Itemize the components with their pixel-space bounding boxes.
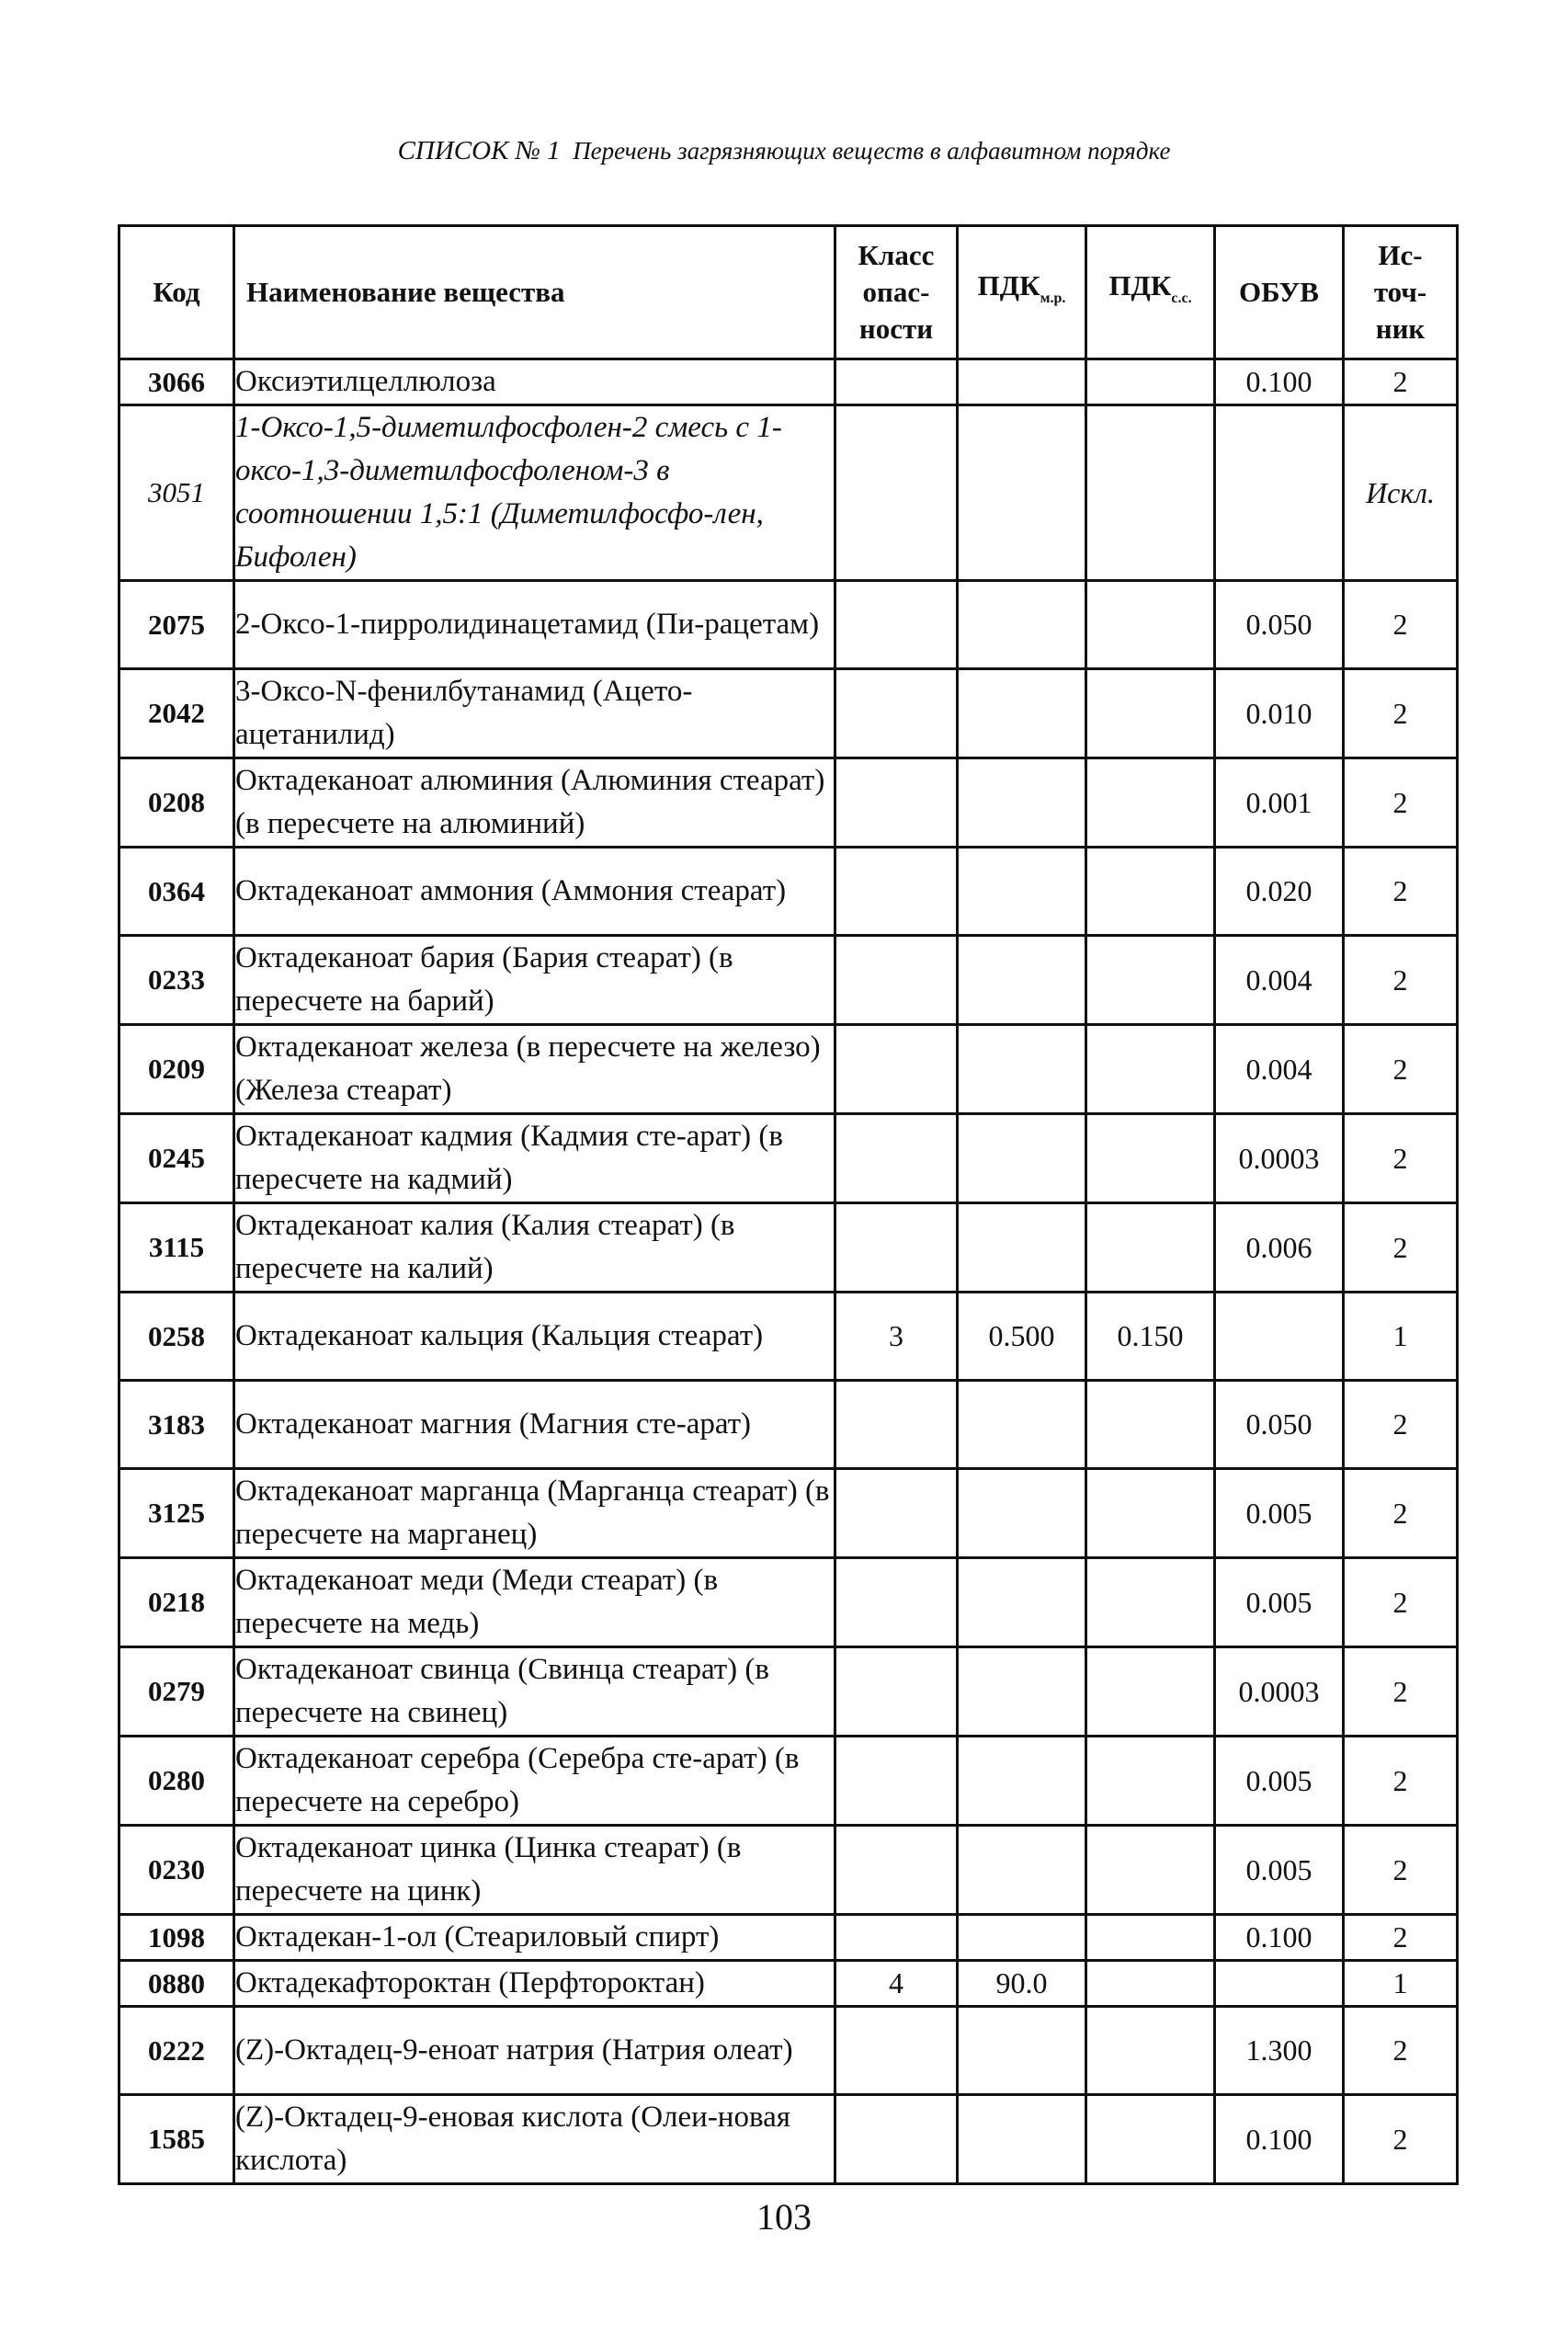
table-row [119, 669, 1458, 758]
cell-source: 2 [1344, 1826, 1458, 1915]
cell-hazard-class: 3 [835, 1293, 958, 1381]
table-row [119, 1558, 1458, 1647]
cell-source: 2 [1344, 581, 1458, 669]
cell-pdk-mr [958, 1915, 1086, 1961]
cell-code: 0880 [119, 1961, 234, 2007]
header-obuv: ОБУВ [1215, 226, 1344, 359]
cell-hazard-class [835, 581, 958, 669]
table-row [119, 1381, 1458, 1469]
cell-source: 2 [1344, 1647, 1458, 1737]
cell-code: 0233 [119, 936, 234, 1025]
table-row [119, 1647, 1458, 1737]
cell-source: 2 [1344, 2007, 1458, 2095]
cell-name: Октадеканоат калия (Калия стеарат) (в пересчете на калий) [234, 1203, 835, 1293]
cell-hazard-class [835, 1025, 958, 1114]
cell-name: Октадеканоат магния (Магния сте-арат) [234, 1381, 835, 1469]
cell-name: Октадеканоат свинца (Свинца стеарат) (в пересчете на свинец) [234, 1647, 835, 1737]
cell-pdk-mr [958, 1826, 1086, 1915]
cell-pdk-ss [1086, 1469, 1215, 1558]
cell-name: Октадеканоат железа (в пересчете на железо) (Железа стеарат) [234, 1025, 835, 1114]
cell-pdk-ss [1086, 1737, 1215, 1826]
cell-source: Искл. [1344, 405, 1458, 581]
cell-name: Октадеканоат аммония (Аммония стеарат) [234, 848, 835, 936]
cell-pdk-mr: 90.0 [958, 1961, 1086, 2007]
cell-hazard-class [835, 2007, 958, 2095]
header-code: Код [119, 226, 234, 359]
cell-obuv: 0.0003 [1215, 1114, 1344, 1203]
cell-code: 0230 [119, 1826, 234, 1915]
cell-pdk-mr [958, 1203, 1086, 1293]
cell-obuv: 0.100 [1215, 359, 1344, 405]
cell-hazard-class [835, 2095, 958, 2184]
cell-obuv: 0.100 [1215, 1915, 1344, 1961]
cell-code: 2042 [119, 669, 234, 758]
header-hazard-class: Класс опас- ности [835, 226, 958, 359]
cell-obuv: 0.005 [1215, 1558, 1344, 1647]
cell-hazard-class [835, 1203, 958, 1293]
cell-source: 2 [1344, 1203, 1458, 1293]
table-row [119, 1826, 1458, 1915]
cell-source: 2 [1344, 848, 1458, 936]
table-header-row [119, 226, 1458, 359]
cell-pdk-mr [958, 669, 1086, 758]
cell-hazard-class: 4 [835, 1961, 958, 2007]
cell-code: 0280 [119, 1737, 234, 1826]
cell-pdk-ss [1086, 2007, 1215, 2095]
cell-code: 0245 [119, 1114, 234, 1203]
cell-obuv: 0.050 [1215, 1381, 1344, 1469]
cell-name: 2-Оксо-1-пирролидинацетамид (Пи-рацетам) [234, 581, 835, 669]
cell-source: 2 [1344, 359, 1458, 405]
cell-hazard-class [835, 1114, 958, 1203]
cell-source: 2 [1344, 1114, 1458, 1203]
cell-pdk-mr [958, 1469, 1086, 1558]
table-row [119, 1915, 1458, 1961]
cell-source: 2 [1344, 1737, 1458, 1826]
cell-obuv: 0.100 [1215, 2095, 1344, 2184]
cell-pdk-ss [1086, 405, 1215, 581]
cell-source: 2 [1344, 1025, 1458, 1114]
cell-pdk-ss [1086, 1647, 1215, 1737]
cell-obuv: 0.010 [1215, 669, 1344, 758]
cell-name: Октадеканоат кадмия (Кадмия сте-арат) (в пересчете на кадмий) [234, 1114, 835, 1203]
table-row [119, 758, 1458, 848]
cell-pdk-mr [958, 1647, 1086, 1737]
cell-code: 3125 [119, 1469, 234, 1558]
table-row [119, 1469, 1458, 1558]
cell-source: 2 [1344, 1558, 1458, 1647]
cell-name: Октадеканоат серебра (Серебра сте-арат) (в пересчете на серебро) [234, 1737, 835, 1826]
table-row [119, 2095, 1458, 2184]
cell-obuv [1215, 1961, 1344, 2007]
cell-source: 1 [1344, 1293, 1458, 1381]
cell-pdk-ss [1086, 1826, 1215, 1915]
cell-obuv: 0.050 [1215, 581, 1344, 669]
cell-name: Октадеканоат меди (Меди стеарат) (в пересчете на медь) [234, 1558, 835, 1647]
cell-pdk-ss [1086, 2095, 1215, 2184]
cell-code: 0364 [119, 848, 234, 936]
cell-pdk-ss: 0.150 [1086, 1293, 1215, 1381]
cell-obuv: 0.004 [1215, 1025, 1344, 1114]
cell-pdk-ss [1086, 936, 1215, 1025]
cell-name: Октадеканоат алюминия (Алюминия стеарат) (в пересчете на алюминий) [234, 758, 835, 848]
cell-pdk-ss [1086, 669, 1215, 758]
cell-code: 3115 [119, 1203, 234, 1293]
cell-pdk-mr [958, 405, 1086, 581]
table-row [119, 936, 1458, 1025]
list-label: СПИСОК № 1 [397, 136, 561, 165]
list-description: Перечень загрязняющих веществ в алфавитном порядке [573, 137, 1171, 165]
cell-obuv: 0.020 [1215, 848, 1344, 936]
cell-pdk-mr [958, 1381, 1086, 1469]
cell-pdk-ss [1086, 758, 1215, 848]
cell-pdk-mr [958, 758, 1086, 848]
cell-source: 2 [1344, 2095, 1458, 2184]
cell-source: 2 [1344, 669, 1458, 758]
cell-hazard-class [835, 1647, 958, 1737]
cell-source: 2 [1344, 1469, 1458, 1558]
cell-source: 2 [1344, 1915, 1458, 1961]
table-row [119, 359, 1458, 405]
header-pdk-mr: $ПДК_{м.р.}$ [958, 226, 1086, 359]
cell-pdk-mr [958, 936, 1086, 1025]
cell-pdk-ss [1086, 1961, 1215, 2007]
cell-code: 0258 [119, 1293, 234, 1381]
cell-hazard-class [835, 405, 958, 581]
table-row [119, 848, 1458, 936]
cell-source: 2 [1344, 1381, 1458, 1469]
cell-pdk-mr [958, 2007, 1086, 2095]
cell-pdk-ss [1086, 848, 1215, 936]
cell-pdk-mr [958, 359, 1086, 405]
table-row [119, 1961, 1458, 2007]
cell-code: 1098 [119, 1915, 234, 1961]
cell-code: 3066 [119, 359, 234, 405]
cell-obuv: 0.001 [1215, 758, 1344, 848]
cell-source: 1 [1344, 1961, 1458, 2007]
cell-code: 0209 [119, 1025, 234, 1114]
cell-hazard-class [835, 1469, 958, 1558]
cell-source: 2 [1344, 758, 1458, 848]
cell-pdk-mr [958, 1737, 1086, 1826]
cell-pdk-ss [1086, 1114, 1215, 1203]
cell-name: Октадеканоат бария (Бария стеарат) (в пересчете на барий) [234, 936, 835, 1025]
cell-name: 3-Оксо-N-фенилбутанамид (Ацето-ацетанилид) [234, 669, 835, 758]
table-row [119, 1114, 1458, 1203]
table-row [119, 2007, 1458, 2095]
cell-pdk-mr: 0.500 [958, 1293, 1086, 1381]
cell-hazard-class [835, 1737, 958, 1826]
cell-name: Октадеканоат кальция (Кальция стеарат) [234, 1293, 835, 1381]
cell-obuv [1215, 1293, 1344, 1381]
table-row [119, 1293, 1458, 1381]
cell-pdk-mr [958, 1025, 1086, 1114]
cell-hazard-class [835, 1826, 958, 1915]
cell-code: 0279 [119, 1647, 234, 1737]
cell-pdk-ss [1086, 1915, 1215, 1961]
table-row [119, 1025, 1458, 1114]
cell-code: 3183 [119, 1381, 234, 1469]
header-name: Наименование вещества [234, 226, 835, 359]
cell-name: 1-Оксо-1,5-диметилфосфолен-2 смесь с 1-оксо-1,3-диметилфосфоленом-3 в соотношении 1,5:1 (Диметилфосфо-лен, Бифолен) [234, 405, 835, 581]
cell-code: 0218 [119, 1558, 234, 1647]
cell-obuv: 0.005 [1215, 1737, 1344, 1826]
cell-hazard-class [835, 758, 958, 848]
cell-obuv: 0.004 [1215, 936, 1344, 1025]
page-number: 103 [756, 2196, 812, 2238]
cell-pdk-ss [1086, 581, 1215, 669]
cell-hazard-class [835, 669, 958, 758]
cell-pdk-ss [1086, 1381, 1215, 1469]
cell-code: 3051 [119, 405, 234, 581]
table-row [119, 1203, 1458, 1293]
cell-obuv: 0.005 [1215, 1469, 1344, 1558]
header-pdk-ss: $ПДК_{с.с.}$ [1086, 226, 1215, 359]
cell-obuv: 0.006 [1215, 1203, 1344, 1293]
table-row [119, 581, 1458, 669]
cell-pdk-ss [1086, 1203, 1215, 1293]
cell-hazard-class [835, 848, 958, 936]
cell-pdk-ss [1086, 359, 1215, 405]
cell-source: 2 [1344, 936, 1458, 1025]
cell-name: Октадеканоат марганца (Марганца стеарат) (в пересчете на марганец) [234, 1469, 835, 1558]
cell-name: Оксиэтилцеллюлоза [234, 359, 835, 405]
cell-code: 1585 [119, 2095, 234, 2184]
cell-hazard-class [835, 936, 958, 1025]
cell-pdk-ss [1086, 1025, 1215, 1114]
cell-code: 2075 [119, 581, 234, 669]
cell-code: 0222 [119, 2007, 234, 2095]
header-source: Ис- точ- ник [1344, 226, 1458, 359]
cell-obuv: 0.005 [1215, 1826, 1344, 1915]
cell-code: 0208 [119, 758, 234, 848]
cell-hazard-class [835, 1381, 958, 1469]
cell-name: (Z)-Октадец-9-еноат натрия (Натрия олеат) [234, 2007, 835, 2095]
cell-pdk-mr [958, 1558, 1086, 1647]
cell-name: Октадекафтороктан (Перфтороктан) [234, 1961, 835, 2007]
cell-name: Октадеканоат цинка (Цинка стеарат) (в пересчете на цинк) [234, 1826, 835, 1915]
cell-obuv: 1.300 [1215, 2007, 1344, 2095]
cell-pdk-ss [1086, 1558, 1215, 1647]
cell-obuv: 0.0003 [1215, 1647, 1344, 1737]
cell-pdk-mr [958, 1114, 1086, 1203]
cell-hazard-class [835, 359, 958, 405]
cell-name: Октадекан-1-ол (Стеариловый спирт) [234, 1915, 835, 1961]
cell-name: (Z)-Октадец-9-еновая кислота (Олеи-новая кислота) [234, 2095, 835, 2184]
cell-pdk-mr [958, 848, 1086, 936]
substances-table [118, 224, 1459, 2185]
cell-pdk-mr [958, 2095, 1086, 2184]
cell-hazard-class [835, 1558, 958, 1647]
table-row [119, 405, 1458, 581]
cell-hazard-class [835, 1915, 958, 1961]
cell-obuv [1215, 405, 1344, 581]
table-row [119, 1737, 1458, 1826]
cell-pdk-mr [958, 581, 1086, 669]
page-header [0, 134, 1568, 167]
